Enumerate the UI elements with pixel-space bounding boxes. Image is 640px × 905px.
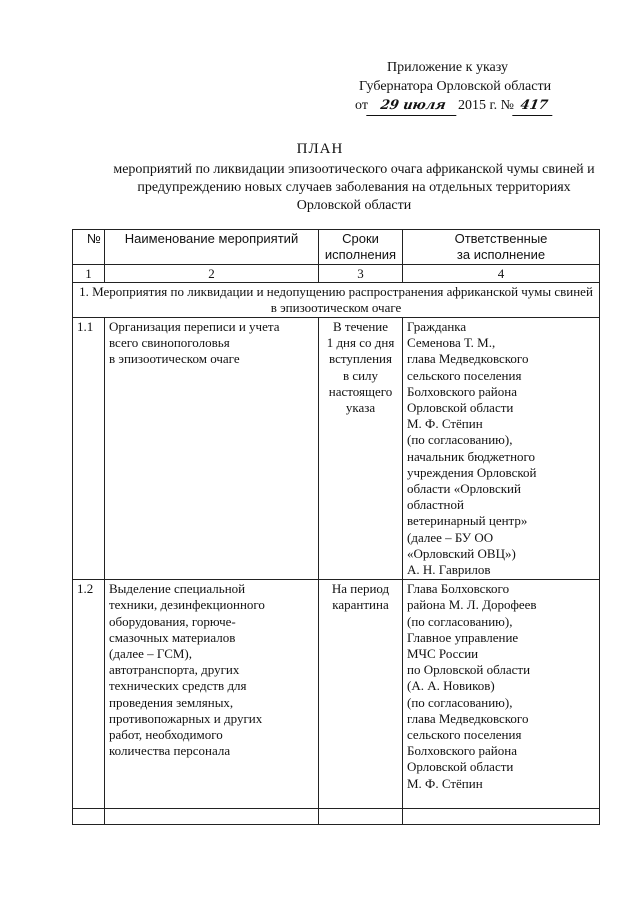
responsible-line: МЧС России bbox=[407, 646, 479, 662]
column-index-row bbox=[73, 265, 600, 283]
plan-table bbox=[72, 229, 600, 825]
table-header-row bbox=[73, 230, 600, 265]
responsible-line: ветеринарный центр» bbox=[407, 513, 528, 529]
responsible-line: глава Медведковского bbox=[407, 710, 529, 726]
responsible-line: (А. А. Новиков) bbox=[407, 678, 495, 694]
column-index: 1 bbox=[73, 265, 105, 283]
term-line: 1 дня со дня bbox=[326, 335, 395, 351]
responsible-line: начальник бюджетного bbox=[407, 448, 536, 464]
measure-line: смазочных материалов bbox=[109, 629, 236, 645]
responsible-line: Орловской области bbox=[407, 400, 514, 416]
annex-block bbox=[355, 58, 554, 116]
empty-cell bbox=[403, 809, 600, 825]
responsible-line: сельского поселения bbox=[407, 367, 522, 383]
measure-cell bbox=[105, 318, 319, 580]
responsible-line: района М. Л. Дорофеев bbox=[407, 597, 537, 613]
year-text: 2015 г. № bbox=[457, 98, 514, 113]
header-term-line: Сроки bbox=[342, 231, 379, 246]
responsible-line: М. Ф. Стёпин bbox=[407, 775, 483, 791]
responsible-line: Главное управление bbox=[407, 629, 519, 645]
term-line: В течение bbox=[332, 319, 389, 334]
responsible-line: А. Н. Гаврилов bbox=[407, 562, 491, 578]
measure-line: работ, необходимого bbox=[109, 727, 223, 743]
measure-line: технических средств для bbox=[109, 678, 247, 694]
term-line: На период bbox=[331, 581, 390, 597]
term-cell bbox=[319, 318, 403, 580]
measure-line: Выделение специальной bbox=[109, 581, 246, 597]
annex-line-2: Губернатора Орловской области bbox=[359, 79, 552, 94]
document-subtitle: мероприятий по ликвидации эпизоотического очага африканской чумы свиней и предупреждению новых случаев заболевания на отдельных территориях Орловской области bbox=[113, 162, 595, 213]
term-line: настоящего bbox=[328, 383, 393, 399]
responsible-line: (по согласованию), bbox=[407, 694, 513, 710]
header-responsible bbox=[403, 230, 600, 265]
header-resp-line: Ответственные bbox=[454, 231, 548, 246]
measure-line: в эпизоотическом очаге bbox=[109, 351, 240, 367]
table-continuation-row bbox=[73, 809, 600, 825]
date-prefix: от bbox=[355, 98, 368, 113]
term-line: указа bbox=[345, 400, 376, 416]
annex-date-line bbox=[355, 96, 554, 116]
term-line: вступления bbox=[329, 351, 392, 367]
responsible-line: областной bbox=[407, 497, 464, 513]
column-index: 3 bbox=[319, 265, 403, 283]
handwritten-number: 417 bbox=[512, 96, 556, 116]
responsible-line: области «Орловский bbox=[407, 481, 521, 497]
empty-cell bbox=[319, 809, 403, 825]
term-line: в силу bbox=[342, 367, 379, 383]
empty-cell bbox=[73, 809, 105, 825]
header-name: Наименование мероприятий bbox=[105, 230, 319, 265]
responsible-cell bbox=[403, 580, 600, 809]
measure-line: проведения земляных, bbox=[109, 694, 234, 710]
table-row bbox=[73, 318, 600, 580]
row-number: 1.1 bbox=[73, 318, 105, 580]
responsible-line: по Орловской области bbox=[407, 662, 531, 678]
handwritten-date: 29 июля bbox=[366, 96, 460, 116]
measure-cell bbox=[105, 580, 319, 809]
annex-line-1: Приложение к указу bbox=[387, 60, 508, 75]
measure-line: всего свинопоголовья bbox=[109, 335, 230, 351]
header-term-line: исполнения bbox=[324, 247, 397, 262]
measure-line: противопожарных и других bbox=[109, 710, 263, 726]
responsible-line: М. Ф. Стёпин bbox=[407, 416, 483, 432]
header-term bbox=[319, 230, 403, 265]
measure-line: техники, дезинфекционного bbox=[109, 597, 265, 613]
measure-line: количества персонала bbox=[109, 743, 231, 759]
responsible-line: Гражданка bbox=[407, 319, 467, 334]
section-heading: 1. Мероприятия по ликвидации и недопущению распространения африканской чумы свиней в эпизоотическом очаге bbox=[73, 283, 600, 318]
measure-line: Организация переписи и учета bbox=[109, 319, 280, 334]
responsible-line: глава Медведковского bbox=[407, 351, 529, 367]
section-row bbox=[73, 283, 600, 318]
measure-line: оборудования, горюче- bbox=[109, 613, 236, 629]
document-title: ПЛАН bbox=[296, 141, 344, 157]
empty-cell bbox=[105, 809, 319, 825]
measure-line: автотранспорта, других bbox=[109, 662, 240, 678]
column-index: 2 bbox=[105, 265, 319, 283]
responsible-line: учреждения Орловской bbox=[407, 464, 537, 480]
responsible-line: Семенова Т. М., bbox=[407, 335, 496, 351]
term-cell bbox=[319, 580, 403, 809]
row-number: 1.2 bbox=[73, 580, 105, 809]
responsible-line: Глава Болховского bbox=[407, 581, 510, 597]
responsible-line: Орловской области bbox=[407, 759, 514, 775]
measure-line: (далее – ГСМ), bbox=[109, 646, 193, 662]
column-index: 4 bbox=[403, 265, 600, 283]
responsible-line: (по согласованию), bbox=[407, 432, 513, 448]
table-row bbox=[73, 580, 600, 809]
header-resp-line: за исполнение bbox=[456, 247, 546, 262]
responsible-line: «Орловский ОВЦ») bbox=[407, 545, 516, 561]
responsible-line: Болховского района bbox=[407, 383, 517, 399]
responsible-line: Болховского района bbox=[407, 743, 517, 759]
term-line: карантина bbox=[332, 597, 389, 613]
responsible-line: сельского поселения bbox=[407, 727, 522, 743]
responsible-line: (далее – БУ ОО bbox=[407, 529, 494, 545]
responsible-cell bbox=[403, 318, 600, 580]
header-num: № bbox=[73, 230, 105, 265]
responsible-line: (по согласованию), bbox=[407, 613, 513, 629]
